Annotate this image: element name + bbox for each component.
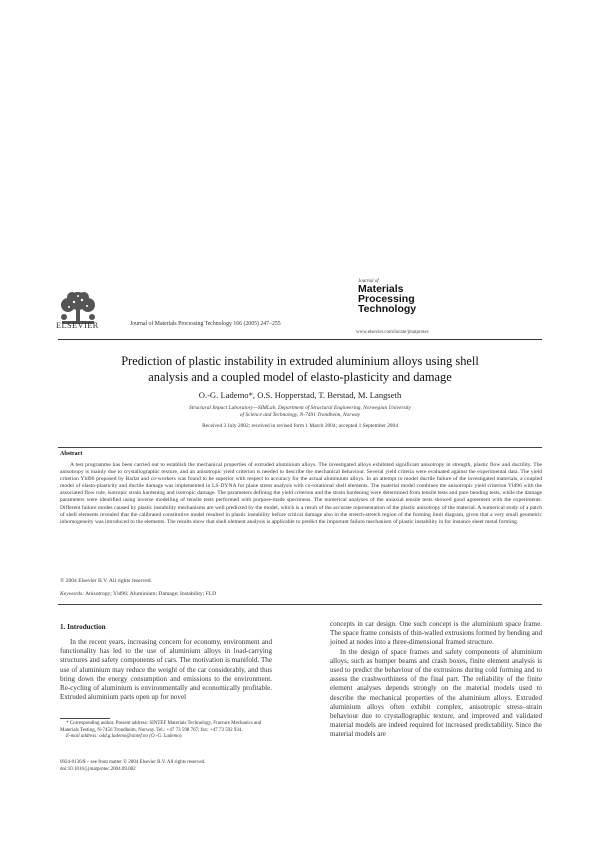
section-heading-introduction: 1. Introduction <box>60 623 106 631</box>
abstract-heading: Abstract <box>60 451 83 457</box>
journal-logo-prefix: Journal of <box>358 279 379 284</box>
keywords-label: Keywords: <box>60 591 85 597</box>
affiliation <box>130 405 470 420</box>
abstract-top-divider <box>58 447 542 448</box>
footnote-divider <box>60 718 110 719</box>
intro-paragraph-1-continued: concepts in car design. One such concept is the aluminium space frame. The space frame consists of thin-walled extrusions formed by bending and joined at nodes into a three-dimensional framed structure. <box>330 620 542 647</box>
footnote-corresponding: * Corresponding author. Present address: SINTEF Materials Technology, Fracture Mechanics and Materials Testing, N-7456 Trondheim, Norway. Tel.: +47 73 598 767; fax: +47 73 592 934. <box>60 721 262 733</box>
article-title <box>60 353 540 385</box>
journal-citation: Journal of Materials Processing Technology 166 (2005) 247–255 <box>130 321 281 327</box>
keywords <box>60 591 540 597</box>
abstract-text <box>60 462 542 526</box>
author-list: O.-G. Lademo*, O.S. Hopperstad, T. Berstad, M. Langseth <box>198 390 402 400</box>
abstract-copyright: © 2004 Elsevier B.V. All rights reserved. <box>60 578 152 584</box>
intro-paragraph-2: In the design of space frames and safety components of aluminium alloys, such as bumper beams and crash boxes, finite element analysis is used to predict the behaviour of the extrusions during cold forming and to assess the crashworthiness of the final part. The reliability of the finite element analyses depends strongly on the material models used to describe the mechanical properties of the aluminium alloys. Extruded aluminium alloys often exhibit complex, anisotropic stress–strain behaviour due to crystallographic texture, and improved and validated material models are indeed required for increased predictability. Since the material models are <box>330 647 542 739</box>
title-line-1: Prediction of plastic instability in extruded aluminium alloys using shell <box>121 354 479 368</box>
issn-line: 0924-0136/$ – see front matter © 2004 Elsevier B.V. All rights reserved. <box>60 760 206 765</box>
journal-logo-line3: Technology <box>358 303 417 315</box>
doi-line[interactable]: doi:10.1016/j.jmatprotec.2004.09.082 <box>60 766 136 772</box>
issn-doi <box>60 760 274 773</box>
left-column <box>60 638 272 702</box>
abstract-paragraph: A test programme has been carried out to establish the mechanical properties of extruded aluminium alloys. The investigated alloys exhibited significant anisotropy in strength, plastic flow and ductility. The anisotropy is mainly due to crystallographic texture, and an anisotropic yield criterion is needed to describe the mechanical behaviour. Several yield criteria were evaluated against the experimental data. The yield criterion Yld96 proposed by Barlat and co-workers was found to be superior with respect to accuracy for the actual aluminium alloys. In an attempt to model ductile failure of the investigated materials, a coupled model of elasto-plasticity and ductile damage was implemented in LS-DYNA for plane stress analysis with co-rotational shell elements. The material model combines the anisotropic yield criterion Yld96 with the associated flow rule, isotropic strain hardening and isotropic damage. The parameters defining the yield criterion and the strain hardening were determined from tensile tests and pure bending tests, while the damage parameters were identified using inverse modelling of tensile tests performed with purpose-made specimens. The numerical analyses of the uniaxial tensile tests showed good agreement with the experiments. Different failure modes caused by plastic instability mechanisms are well predicted by the model, which is a result of the accurate representation of the plastic anisotropy of the material. A numerical study of a patch of shell elements revealed that the calibrated constitutive model resulted in plastic instability before critical damage also in the stretch-stretch region of the forming limit diagram, given that a very small geometric inhomogeneity was introduced to the elements. The results show that shell element analysis is applicable to predict the important failure mechanism of plastic instability in for instance sheet metal forming. <box>60 462 542 525</box>
keywords-list: Anisotropy; Yld96; Aluminium; Damage; Instability; FLD <box>85 591 217 597</box>
journal-logo <box>358 279 448 331</box>
footnote <box>60 721 274 741</box>
footnote-email[interactable]: E-mail address: odd.g.lademo@sintef.no (O.-G. Lademo). <box>66 734 183 740</box>
intro-paragraph-1: In the recent years, increasing concern for economy, environment and functionality has led to the use of aluminium alloys in load-carrying structures and safety components of cars. The motivation is manifold. The use of aluminium may reduce the weight of the car considerably, and thus bring down the energy consumption and emissions to the environment. Re-cycling of aluminium is environmentally and economically profitable. Extruded aluminium parts open up for novel <box>60 638 272 702</box>
affiliation-line-2: of Science and Technology, N-7491 Trondheim, Norway <box>239 412 361 419</box>
title-line-2: analysis and a coupled model of elasto-plasticity and damage <box>148 370 452 384</box>
header-divider <box>58 339 542 340</box>
journal-url[interactable]: www.elsevier.com/locate/jmatprotec <box>356 330 429 335</box>
publisher-name: ELSEVIER <box>56 320 99 330</box>
affiliation-line-1: Structural Impact Laboratory—SIMLab, Department of Structural Engineering, Norwegian University <box>189 405 411 411</box>
journal-logo-line1: Materials <box>358 283 404 295</box>
right-column <box>330 620 542 740</box>
journal-logo-line2: Processing <box>358 293 415 305</box>
received-dates: Received 3 July 2002; received in revised form 1 March 2004; accepted 1 September 2004 <box>202 423 398 429</box>
keywords-divider <box>58 604 542 605</box>
